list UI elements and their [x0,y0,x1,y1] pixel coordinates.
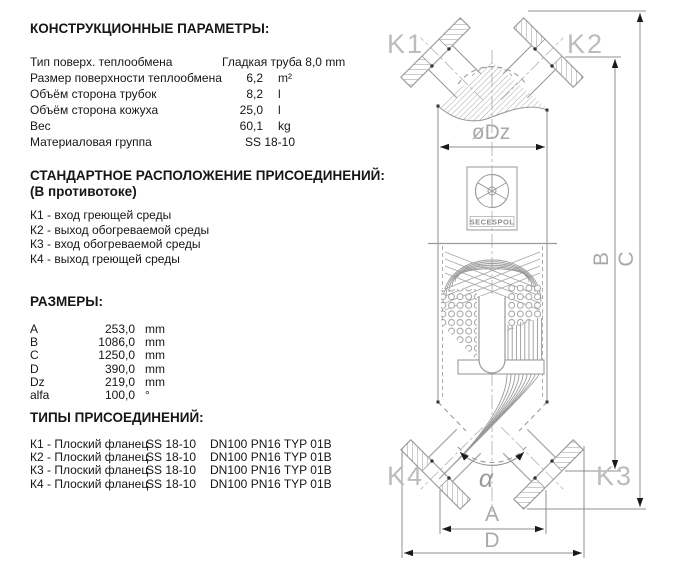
connection-material: SS 18-10 [146,463,197,478]
connection-spec: DN100 PN16 TYP 01B [210,437,332,451]
dimension-label: C [30,348,39,363]
dimension-label: alfa [30,388,50,403]
dim-label-dz: øDz [471,121,511,144]
connection-name: К1 - Плоский фланец [30,437,149,451]
connection-material: SS 18-10 [146,450,197,465]
section-title-connections: ТИПЫ ПРИСОЕДИНЕНИЙ: [30,410,204,425]
param-label: Вес [30,119,51,133]
dimension-unit: mm [145,361,165,376]
dimension-value: 100,0 [104,388,135,403]
arrangement-item: К4 - выход греющей среды [30,251,180,266]
connection-spec: DN100 PN16 TYP 01B [210,450,332,465]
param-unit: l [278,87,281,101]
port-k3 [471,397,593,519]
section-title-dimensions: РАЗМЕРЫ: [30,294,103,309]
dimension-unit: mm [145,335,165,350]
param-value: Гладкая труба 8,0 mm [222,55,346,69]
head-section-hatch [438,62,547,121]
connection-name: К2 - Плоский фланец [30,450,149,465]
connection-name: К3 - Плоский фланец [30,463,149,478]
dimension-unit: mm [145,322,165,336]
dimension-unit: mm [145,348,165,363]
param-value: 8,2 [246,87,263,101]
secespol-logo [467,167,517,230]
logo-wordmark: SECESPOL [469,217,515,227]
dimension-label: A [30,322,39,336]
dimension-label: Dz [30,374,45,389]
dimension-value: 1086,0 [98,335,135,350]
param-value: SS 18-10 [245,135,296,149]
dim-label-alpha: α [478,465,494,493]
param-value: 60,1 [239,119,263,133]
port-label-k2: K2 [567,29,605,59]
arrangement-item: К1 - вход греющей среды [30,208,172,222]
dim-label-a: A [484,503,500,526]
dimension-label: D [30,361,39,376]
connection-spec: DN100 PN16 TYP 01B [210,463,332,478]
param-label: Размер поверхности теплообмена [30,71,222,85]
dimension-value: 1250,0 [98,348,135,363]
param-label: Объём сторона трубок [30,87,157,101]
arrangement-item: К3 - вход обогреваемой среды [30,237,201,252]
section-title-construction: КОНСТРУКЦИОННЫЕ ПАРАМЕТРЫ: [30,21,270,36]
dimension-label: B [30,335,39,350]
arrangement-item: К2 - выход обогреваемой среды [30,222,210,237]
param-label: Материаловая группа [30,135,152,149]
dimension-unit: mm [145,374,165,389]
param-unit: kg [278,119,291,133]
port-label-k1: K1 [387,29,425,59]
port-label-k4: K4 [387,461,425,491]
tube-cross-sections-left [441,289,477,360]
connection-material: SS 18-10 [146,437,197,451]
dim-label-c: C [615,251,638,267]
fan-logo-icon [471,175,509,212]
param-value: 6,2 [246,71,263,85]
arrangement-subtitle: (В противотоке) [30,184,137,199]
dim-label-d: D [484,529,500,552]
section-title-arrangement: СТАНДАРТНОЕ РАСПОЛОЖЕНИЕ ПРИСОЕДИНЕНИЙ: [30,168,385,183]
dimension-unit: ° [145,388,150,403]
param-label: Тип поверх. теплообмена [30,55,173,69]
tube-bundle [439,252,544,479]
dimension-value: 219,0 [104,374,135,389]
dimension-value: 253,0 [104,322,135,336]
connection-spec: DN100 PN16 TYP 01B [210,476,332,491]
param-label: Объём сторона кожуха [30,103,159,117]
dimension-value: 390,0 [104,361,135,376]
port-label-k3: K3 [596,461,634,491]
connection-material: SS 18-10 [146,476,197,491]
param-value: 25,0 [239,103,263,117]
dim-label-b: B [590,251,613,267]
connection-name: К4 - Плоский фланец [30,476,149,491]
param-unit: l [278,103,281,117]
param-unit: m² [278,71,292,85]
